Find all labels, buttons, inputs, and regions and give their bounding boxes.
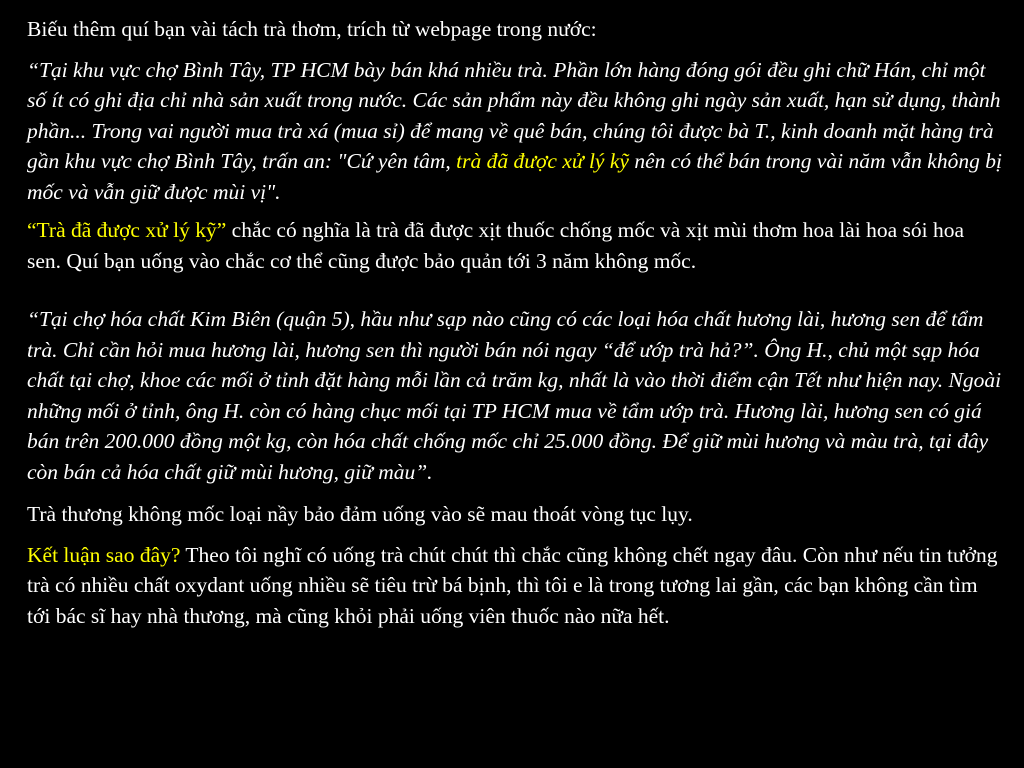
paragraph-spacer — [27, 276, 1002, 304]
slide-content — [27, 14, 1002, 631]
conclusion-highlight: Kết luận sao đây? — [27, 542, 181, 567]
comment1-highlight: “Trà đã được xử lý kỹ” — [27, 218, 227, 242]
quote1-text-after: nên có thể bán trong vài năm vẫn không bị mốc và vẫn giữ được mùi vị". — [27, 149, 1002, 204]
quote1-highlight: trà đã được xử lý kỹ — [456, 149, 629, 173]
comment-processed-tea — [27, 215, 1002, 276]
conclusion-text: Theo tôi nghĩ có uống trà chút chút thì chắc cũng không chết ngay đâu. Còn như nếu tin tưởng trà có nhiều chất oxydant uống nhiều sẽ tiêu trừ bá bịnh, thì tôi e là trong tương lai gần, các bạn không cần tìm tới bác sĩ hay nhà thương, mà cũng khỏi phải uống viên thuốc nào nữa hết. — [27, 542, 998, 628]
conclusion-paragraph — [27, 540, 1002, 632]
quote-binh-tay-market — [27, 55, 1002, 208]
comment1-text: chắc có nghĩa là trà đã được xịt thuốc chống mốc và xịt mùi thơm hoa lài hoa sói hoa sen. Quí bạn uống vào chắc cơ thể cũng được bảo quản tới 3 năm không mốc. — [27, 218, 964, 273]
comment-no-mold-tea: Trà thương không mốc loại nầy bảo đảm uống vào sẽ mau thoát vòng tục lụy. — [27, 502, 693, 526]
quote-kim-bien-market: “Tại chợ hóa chất Kim Biên (quận 5), hầu như sạp nào cũng có các loại hóa chất hương lài, hương sen để tẩm trà. Chỉ cần hỏi mua hương lài, hương sen thì người bán nói ngay “để ướp trà hả?”. Ông H., chủ một sạp hóa chất tại chợ, khoe các mối ở tỉnh đặt hàng mỗi lần cả trăm kg, nhất là vào thời điểm cận Tết như hiện nay. Ngoài những mối ở tỉnh, ông H. còn có hàng chục mối tại TP HCM mua về tẩm ướp trà. Hương lài, hương sen có giá bán trên 200.000 đồng một kg, còn hóa chất chống mốc chỉ 25.000 đồng. Để giữ mùi hương và màu trà, tại đây còn bán cả hóa chất giữ mùi hương, giữ màu”. — [27, 307, 1002, 484]
intro-text: Biếu thêm quí bạn vài tách trà thơm, trích từ webpage trong nước: — [27, 17, 597, 41]
quote1-text-before: “Tại khu vực chợ Bình Tây, TP HCM bày bán khá nhiều trà. Phần lớn hàng đóng gói đều ghi chữ Hán, chỉ một số ít có ghi địa chỉ nhà sản xuất trong nước. Các sản phẩm này đều không ghi ngày sản xuất, hạn sử dụng, thành phần... Trong vai người mua trà xá (mua sỉ) để mang về quê bán, chúng tôi được bà T., kinh doanh mặt hàng trà gần khu vực chợ Bình Tây, trấn an: "Cứ yên tâm, — [27, 57, 1001, 173]
